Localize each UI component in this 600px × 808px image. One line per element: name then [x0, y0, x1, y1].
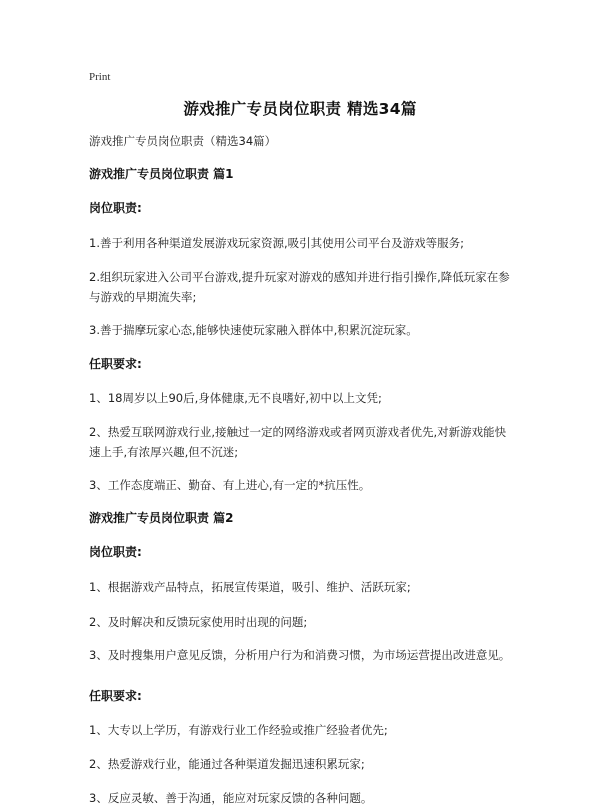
requirement-item: 1、大专以上学历，有游戏行业工作经验或推广经验者优先; [89, 723, 388, 737]
duty-item: 2、及时解决和反馈玩家使用时出现的问题; [89, 615, 308, 629]
requirements-heading: 任职要求: [89, 357, 142, 371]
duty-item: 3.善于揣摩玩家心态,能够快速使玩家融入群体中,积累沉淀玩家。 [89, 323, 418, 337]
document-subtitle: 游戏推广专员岗位职责（精选34篇） [89, 134, 277, 148]
duty-item: 2.组织玩家进入公司平台游戏,提升玩家对游戏的感知并进行指引操作,降低玩家在参与游戏的早期流失率; [89, 270, 510, 304]
print-label[interactable]: Print [89, 71, 111, 83]
duty-item: 1、根据游戏产品特点，拓展宣传渠道，吸引、维护、活跃玩家; [89, 580, 411, 594]
duty-item: 3、及时搜集用户意见反馈，分析用户行为和消费习惯，为市场运营提出改进意见。 [89, 648, 511, 662]
requirements-heading: 任职要求: [89, 689, 142, 703]
duties-heading: 岗位职责: [89, 545, 142, 559]
page-title: 游戏推广专员岗位职责 精选34篇 [183, 100, 417, 118]
duty-item: 1.善于利用各种渠道发展游戏玩家资源,吸引其使用公司平台及游戏等服务; [89, 236, 464, 250]
document-body [89, 131, 513, 808]
duties-heading: 岗位职责: [89, 201, 142, 215]
requirement-item: 3、反应灵敏、善于沟通，能应对玩家反馈的各种问题。 [89, 791, 373, 805]
requirement-item: 1、18周岁以上90后,身体健康,无不良嗜好,初中以上文凭; [89, 391, 382, 405]
section-heading: 游戏推广专员岗位职责 篇1 [89, 167, 234, 181]
requirement-item: 2、热爱游戏行业，能通过各种渠道发掘迅速积累玩家; [89, 757, 365, 771]
requirement-item: 2、热爱互联网游戏行业,接触过一定的网络游戏或者网页游戏者优先,对新游戏能快速上手,有浓厚兴趣,但不沉迷; [89, 425, 507, 459]
section-heading: 游戏推广专员岗位职责 篇2 [89, 511, 234, 525]
requirement-item: 3、工作态度端正、勤奋、有上进心,有一定的*抗压性。 [89, 478, 371, 492]
